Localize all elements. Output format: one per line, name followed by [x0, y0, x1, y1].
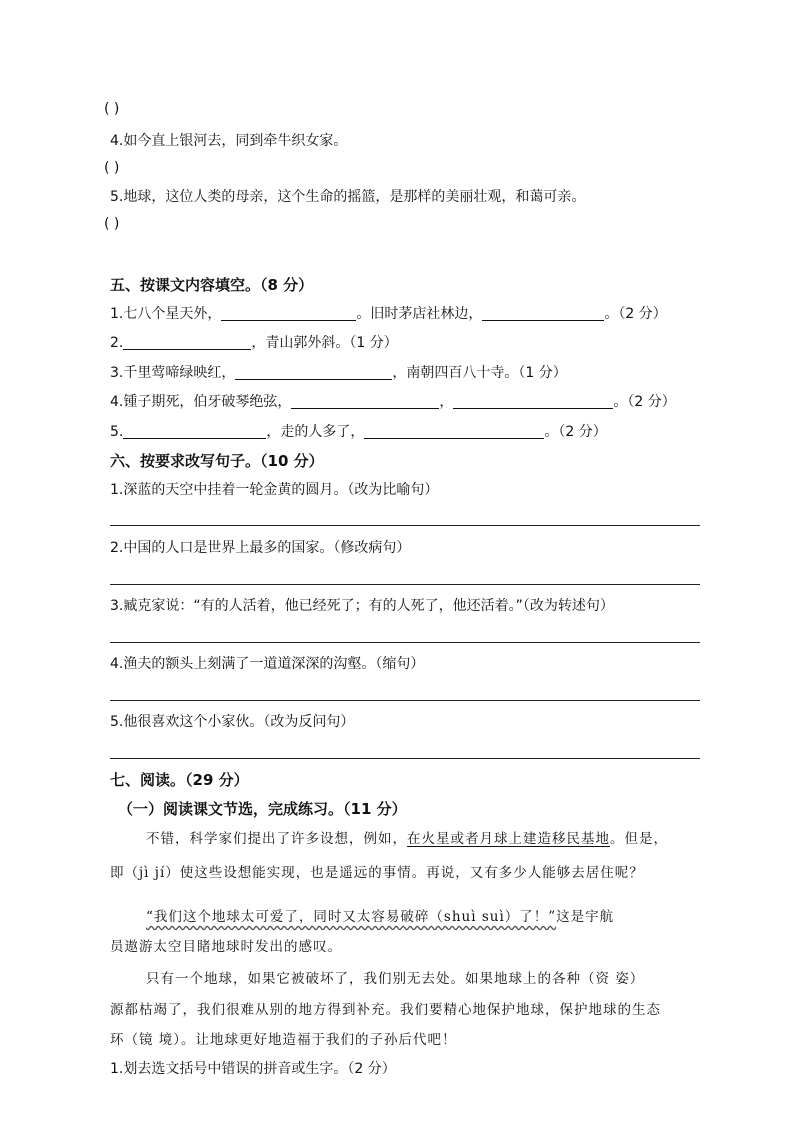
rewrite-question-4: 4.渔夫的额头上刻满了一道道深深的沟壑。（缩句） — [110, 656, 425, 672]
fill-question-1 — [110, 304, 667, 324]
wavy-underlined-quote: “我们这个地球太可爱了，同时又太容易破碎（shuì suì）了！” — [146, 909, 557, 925]
question-text: 。旧时茅店社林边， — [356, 306, 483, 322]
question-text: 3.千里莺啼绿映红， — [110, 365, 236, 381]
question-text: 4.锺子期死，伯牙破琴绝弦， — [110, 394, 292, 410]
passage-line: 员遨游太空目睹地球时发出的感叹。 — [110, 939, 342, 955]
answer-blank[interactable] — [291, 393, 439, 409]
answer-blank[interactable] — [221, 305, 356, 321]
reading-question-1: 1.划去选文括号中错误的拼音或生字。（2 分） — [110, 1061, 396, 1077]
answer-parentheses: ( ) — [104, 160, 120, 176]
question-text: 。（2 分） — [613, 394, 676, 410]
answer-blank[interactable] — [482, 305, 604, 321]
answer-parentheses: ( ) — [104, 101, 120, 117]
answer-blank[interactable] — [123, 334, 251, 350]
sentence-item-5: 5.地球，这位人类的母亲，这个生命的摇篮，是那样的美丽壮观，和蔼可亲。 — [110, 189, 586, 205]
question-text: 。（2 分） — [604, 306, 667, 322]
question-text: ，青山郭外斜。（1 分） — [251, 335, 398, 351]
fill-question-4 — [110, 392, 676, 412]
answer-blank[interactable] — [123, 423, 266, 439]
answer-parentheses: ( ) — [104, 216, 120, 232]
answer-blank[interactable] — [235, 364, 392, 380]
question-text: 。（2 分） — [544, 424, 607, 440]
sentence-item-4: 4.如今直上银河去，同到牵牛织女家。 — [110, 133, 348, 149]
question-text: 1.七八个星天外， — [110, 306, 222, 322]
question-text: ， — [439, 394, 454, 410]
question-text: ，走的人多了， — [266, 424, 365, 440]
question-text: 5. — [110, 424, 124, 440]
passage-paragraph-2 — [146, 907, 614, 927]
answer-line[interactable] — [110, 642, 700, 643]
rewrite-question-3: 3.臧克家说：“有的人活着，他已经死了；有的人死了，他还活着。”（改为转述句） — [110, 598, 614, 614]
section-5-title: 五、按课文内容填空。（8 分） — [110, 276, 314, 294]
reading-subsection-title: （一）阅读课文节选，完成练习。（11 分） — [118, 800, 407, 818]
rewrite-question-1: 1.深蓝的天空中挂着一轮金黄的圆月。（改为比喻句） — [110, 482, 439, 498]
underlined-phrase: 在火星或者月球上建造移民基地 — [407, 831, 610, 847]
question-text: ，南朝四百八十寺。（1 分） — [392, 365, 567, 381]
fill-question-2 — [110, 333, 398, 353]
section-7-title: 七、阅读。（29 分） — [110, 771, 249, 789]
passage-paragraph-1 — [146, 829, 668, 849]
rewrite-question-5: 5.他很喜欢这个小家伙。（改为反问句） — [110, 714, 355, 730]
passage-text: 。但是， — [610, 831, 668, 847]
rewrite-question-2: 2.中国的人口是世界上最多的国家。（修改病句） — [110, 540, 411, 556]
fill-question-5 — [110, 422, 607, 442]
answer-line[interactable] — [110, 758, 700, 759]
passage-text: 不错，科学家们提出了许多设想，例如， — [146, 831, 407, 847]
answer-line[interactable] — [110, 584, 700, 585]
section-6-title: 六、按要求改写句子。（10 分） — [110, 452, 324, 470]
passage-text: 这是宇航 — [556, 909, 615, 925]
passage-line: 源都枯竭了，我们很难从别的地方得到补充。我们要精心地保护地球，保护地球的生态 — [110, 1002, 661, 1018]
answer-line[interactable] — [110, 700, 700, 701]
answer-line[interactable] — [110, 525, 700, 526]
answer-blank[interactable] — [364, 423, 544, 439]
question-text: 2. — [110, 335, 124, 351]
fill-question-3 — [110, 363, 567, 383]
passage-paragraph-3: 只有一个地球，如果它被破坏了，我们别无去处。如果地球上的各种（资 姿） — [146, 971, 645, 987]
answer-blank[interactable] — [453, 393, 613, 409]
passage-line: 环（镜 境）。让地球更好地造福于我们的子孙后代吧！ — [110, 1032, 457, 1048]
passage-line: 即（jì jí）使这些设想能实现，也是遥远的事情。再说，又有多少人能够去居住呢？ — [110, 865, 644, 881]
